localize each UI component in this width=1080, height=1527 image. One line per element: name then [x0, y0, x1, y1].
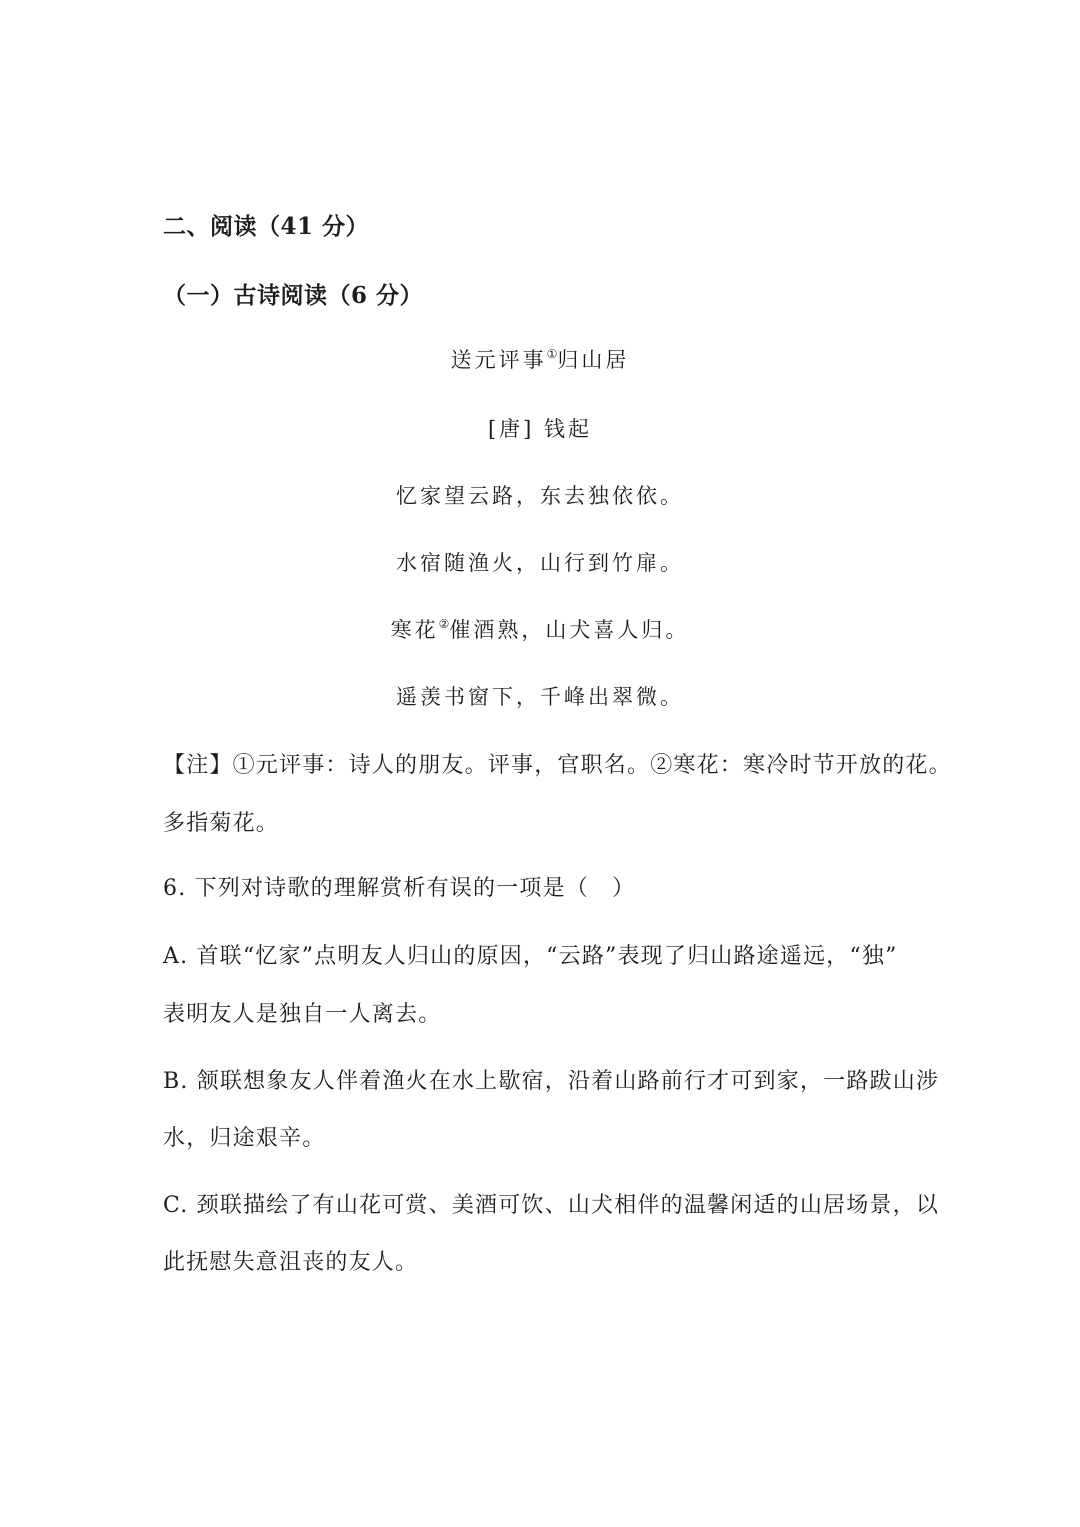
poem-title [0, 347, 1080, 372]
poem-line: 忆家望云路，东去独依依。 [396, 484, 684, 508]
footnote-marker: ① [546, 347, 558, 361]
poem-line: 水宿随渔火，山行到竹扉。 [396, 551, 684, 575]
option-b-line: 水，归途艰辛。 [163, 1126, 326, 1151]
section-heading: 二、阅读（41 分） [163, 213, 370, 240]
poem-author: [唐] 钱起 [487, 417, 593, 441]
annotation-line: 多指菊花。 [163, 811, 280, 836]
poem-line: 遥羡书窗下，千峰出翠微。 [396, 685, 684, 709]
option-c-line: C. 颈联描绘了有山花可赏、美酒可饮、山犬相伴的温馨闲适的山居场景，以 [163, 1193, 940, 1218]
poem-title-text-rest: 归山居 [557, 348, 630, 372]
poem-line-text: 寒花 [390, 618, 439, 642]
subsection-heading: （一）古诗阅读（6 分） [163, 282, 424, 309]
option-c-line: 此抚慰失意沮丧的友人。 [163, 1250, 419, 1275]
poem-title-text: 送元评事 [450, 348, 547, 372]
question-stem: 6. 下列对诗歌的理解赏析有误的一项是（ ） [163, 876, 636, 901]
footnote-marker: ② [438, 617, 450, 631]
annotation-line: 【注】①元评事：诗人的朋友。评事，官职名。②寒花：寒冷时节开放的花。 [163, 753, 952, 778]
poem-line [0, 617, 1080, 642]
option-b-line: B. 颔联想象友人伴着渔火在水上歇宿，沿着山路前行才可到家，一路跋山涉 [163, 1069, 940, 1094]
option-a-line: A. 首联“忆家”点明友人归山的原因，“云路”表现了归山路途遥远，“独” [163, 944, 898, 969]
option-a-line: 表明友人是独自一人离去。 [163, 1002, 442, 1027]
poem-line-text-rest: 催酒熟，山犬喜人归。 [449, 618, 690, 642]
